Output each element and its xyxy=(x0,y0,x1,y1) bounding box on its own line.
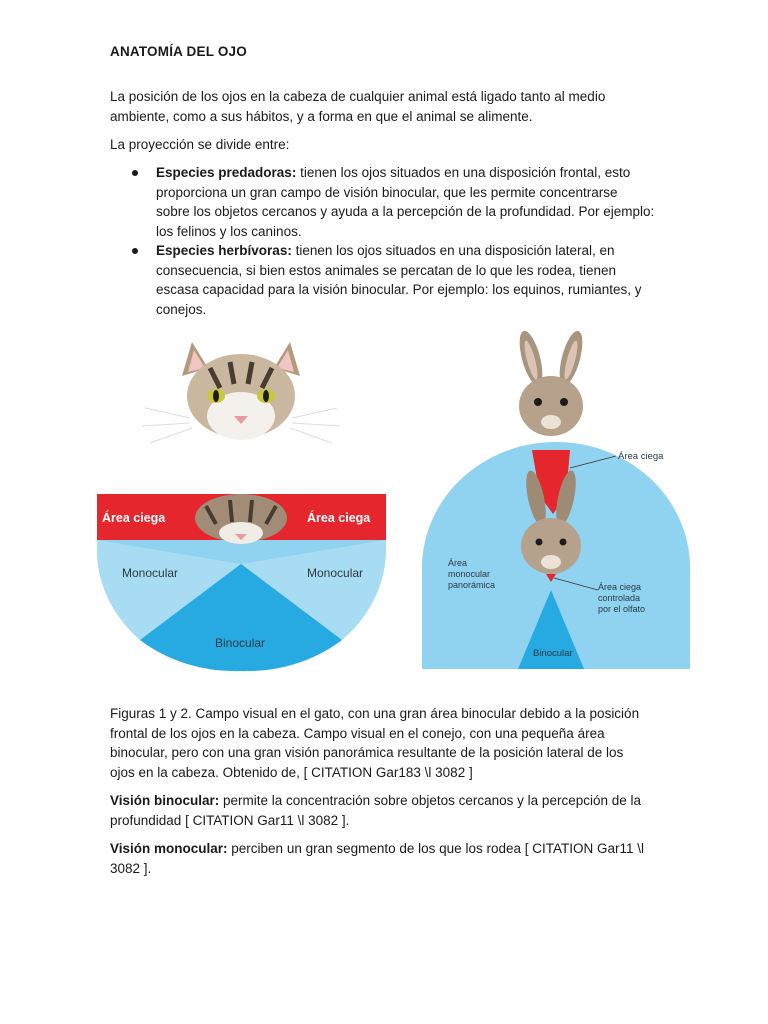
binocular-paragraph xyxy=(110,791,650,830)
cat-figure xyxy=(97,342,386,671)
figure-caption xyxy=(110,704,650,782)
cat-blind-right-label: Área ciega xyxy=(307,511,371,525)
binocular-tail: . xyxy=(345,812,350,828)
rabbit-monocular-label-1: Área xyxy=(448,558,468,568)
caption-text: Figuras 1 y 2. Campo visual en el gato, con una gran área binocular debido a la posición frontal de los ojos en la cabeza. Campo visual en el conejo, con una pequeña área binocular, pero con una gran visión panorámica resultante de la posición lateral de los ojos en la cabeza. Obtenido de, xyxy=(110,706,640,780)
rabbit-smell-label-3: por el olfato xyxy=(598,604,646,614)
list-item-predators xyxy=(110,163,655,241)
list-item-herbivores xyxy=(110,241,655,319)
bullet-icon xyxy=(132,248,138,254)
text-herbivores: tienen los ojos situados en una disposición lateral, en consecuencia, si bien estos animales se percatan de lo que les rodea, tienen escasa capacidad para la visión binocular. Por ejemplo: los equinos, rumiantes, y conejos. xyxy=(156,243,642,317)
rabbit-blind-top-label: Área ciega xyxy=(618,451,664,462)
page-title: ANATOMÍA DEL OJO xyxy=(110,44,247,59)
visual-field-figure xyxy=(90,328,690,673)
binocular-term: Visión binocular: xyxy=(110,793,220,808)
projection-lead: La proyección se divide entre: xyxy=(110,137,290,152)
rabbit-smell-label-2: controlada xyxy=(598,593,641,603)
text-predators: tienen los ojos situados en una disposición frontal, esto proporciona un gran campo de visión binocular, que les permite concentrarse sobre los objetos cercanos y ayuda a la percepción de la profundidad. Por ejemplo: los felinos y los caninos. xyxy=(156,165,655,239)
intro-paragraph: La posición de los ojos en la cabeza de cualquier animal está ligado tanto al medio ambiente, como a sus hábitos, y a forma en que el animal se alimente. xyxy=(110,89,606,124)
monocular-term: Visión monocular: xyxy=(110,841,228,856)
monocular-tail: . xyxy=(147,860,152,876)
rabbit-head-illustration xyxy=(515,329,587,436)
bullet-icon xyxy=(132,170,138,176)
cat-binocular-label: Binocular xyxy=(215,636,266,650)
cat-monocular-left-label: Monocular xyxy=(122,566,179,580)
rabbit-monocular-label-3: panorámica xyxy=(448,580,496,590)
cat-blind-left-label: Área ciega xyxy=(102,511,166,525)
rabbit-figure xyxy=(422,329,690,669)
caption-citation: [ CITATION Gar183 \l 3082 ] xyxy=(303,764,473,780)
species-list xyxy=(110,163,655,319)
term-predators: Especies predadoras: xyxy=(156,165,297,180)
term-herbivores: Especies herbívoras: xyxy=(156,243,292,258)
rabbit-binocular-label: Binocular xyxy=(533,648,573,659)
binocular-citation: [ CITATION Gar11 \l 3082 ] xyxy=(185,812,346,828)
cat-monocular-right-label: Monocular xyxy=(307,566,364,580)
binocular-text: permite la concentración sobre objetos cercanos y la percepción de la profundidad xyxy=(110,793,642,828)
rabbit-smell-label-1: Área ciega xyxy=(598,582,642,592)
monocular-text: perciben un gran segmento de los que los rodea xyxy=(227,841,525,856)
rabbit-monocular-label-2: monocular xyxy=(448,569,491,579)
cat-head-illustration xyxy=(142,342,340,443)
monocular-paragraph xyxy=(110,839,650,878)
monocular-citation: [ CITATION Gar11 \l 3082 ] xyxy=(110,841,644,876)
